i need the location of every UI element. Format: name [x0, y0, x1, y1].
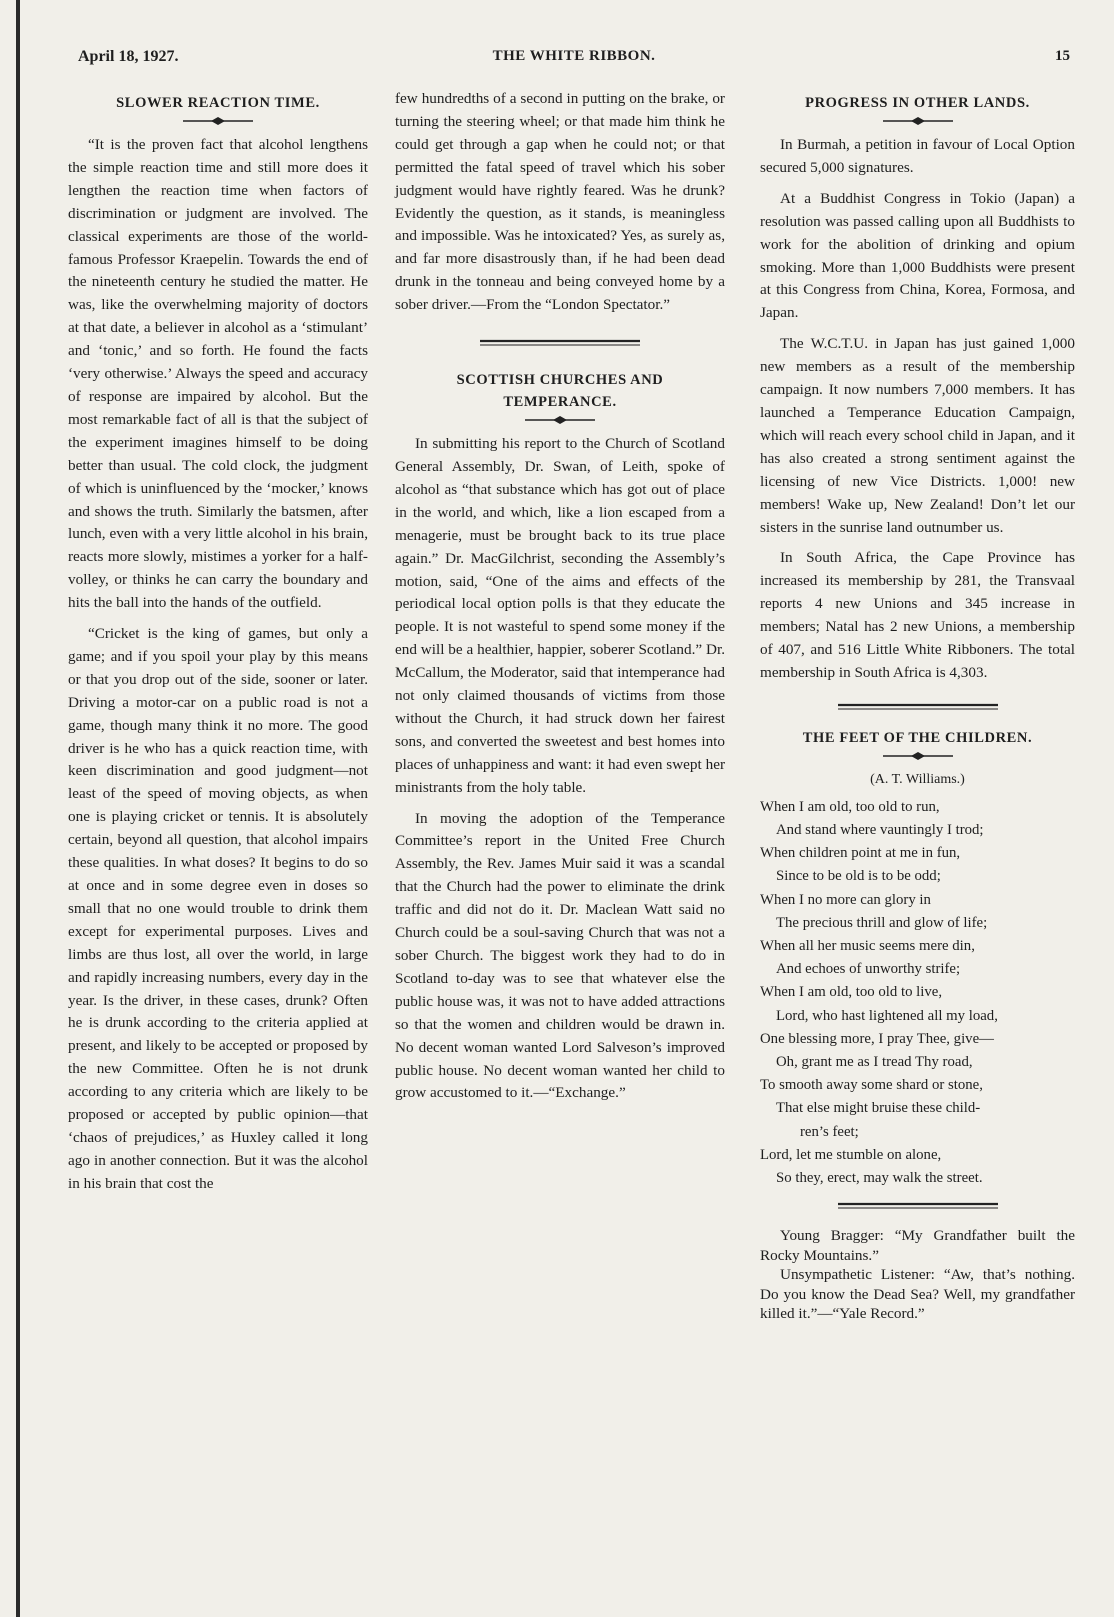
poem-line: To smooth away some shard or stone, — [760, 1077, 983, 1094]
article-paragraph: The W.C.T.U. in Japan has just gained 1,000 new members as a result of the membership campaign. It now numbers 7,000 members. It has launched a Temperance Education Campaign, which will reach every school child in Japan, and it has also created a strong sentiment against the licensing of new Vice Districts. 1,000! new members! Wake up, New Zealand! Don’t let our sisters in the sunrise land outnumber us. — [760, 335, 1075, 536]
poem-body — [760, 796, 1075, 1190]
joke-line: Young Bragger: “My Grandfather built the Rocky Mountains.” — [760, 1227, 1075, 1264]
article-title-slower-reaction: SLOWER REACTION TIME. — [116, 95, 320, 111]
poem-title: THE FEET OF THE CHILDREN. — [802, 729, 1033, 746]
poem-line: Since to be old is to be odd; — [776, 868, 941, 885]
issue-date: April 18, 1927. — [78, 48, 179, 65]
poem-line: One blessing more, I pray Thee, give— — [760, 1030, 994, 1047]
article-paragraph: At a Buddhist Congress in Tokio (Japan) a resolution was passed calling upon all Buddhists to work for the abolition of drinking and opium smoking. More than 1,000 Buddhists were present at this Congress from China, Korea, Formosa, and Japan. — [760, 189, 1075, 322]
ornament-divider — [883, 751, 953, 761]
ornament-divider — [525, 415, 595, 425]
column-1 — [68, 88, 368, 1196]
poem-line: And echoes of unworthy strife; — [776, 961, 961, 978]
article-paragraph: In moving the adoption of the Temperance Committee’s report in the United Free Church Assembly, the Rev. James Muir said it was a scandal that the Church had the power to eliminate the drink traffic and did not do it. Dr. Maclean Watt said no Church could be a soul-saving Church that was not a sober Church. The biggest work they had to do in Scotland to-day was to see that whatever else the public house was, it was not to have added attractions so that the women and children would be drawn in. No decent woman wanted Lord Salveson’s improved public house. No decent woman wanted her child to grow accustomed to it.—“Exchange.” — [395, 809, 725, 1102]
section-double-rule — [838, 703, 998, 711]
poem-line: And stand where vauntingly I trod; — [776, 821, 984, 838]
article-paragraph: In Burmah, a petition in favour of Local Option secured 5,000 signatures. — [760, 136, 1075, 176]
poem-line: The precious thrill and glow of life; — [776, 914, 988, 931]
title-line: TEMPERANCE. — [503, 394, 617, 411]
page-header — [70, 44, 1078, 74]
title-line: SCOTTISH CHURCHES AND — [456, 372, 664, 389]
article-title-progress: PROGRESS IN OTHER LANDS. — [805, 95, 1030, 111]
page-edge-rule — [16, 0, 20, 1617]
article-paragraph: few hundredths of a second in putting on the brake, or turning the steering wheel; or that made him think he could get through a gap when he could not; or that permitted the fatal speed of travel which his sober judgment would have rightly feared. Was he drunk? Evidently the question, as it stands, is meaningless and impossible. Was he intoxicated? Yes, as surely as, and far more disastrously than, if he had been dead drunk in the tonneau and being conveyed home by a sober driver.—From the “London Spectator.” — [395, 90, 725, 314]
poem-line: When children point at me in fun, — [760, 845, 961, 862]
article-title-scottish-churches — [395, 369, 725, 413]
section-double-rule — [838, 1202, 998, 1210]
poem-line: That else might bruise these child- — [776, 1100, 981, 1117]
ornament-divider — [883, 116, 953, 126]
poem-line: ren’s feet; — [800, 1123, 859, 1140]
poem-line: When I am old, too old to live, — [760, 984, 943, 1001]
joke-block — [760, 1226, 1075, 1324]
poem-line: So they, erect, may walk the street. — [776, 1170, 983, 1186]
column-2 — [395, 88, 725, 1105]
article-paragraph: In South Africa, the Cape Province has increased its membership by 281, the Transvaal reports 4 new Unions and 345 increase in members; Natal has 2 new Unions, a membership of 407, and 516 Little White Ribboners. The total membership in South Africa is 4,303. — [760, 549, 1075, 681]
ornament-divider — [183, 116, 253, 126]
joke-line: Unsympathetic Listener: “Aw, that’s nothing. Do you know the Dead Sea? Well, my grandfather killed it.”—“Yale Record.” — [760, 1266, 1075, 1323]
poem-line: Lord, who hast lightened all my load, — [776, 1007, 998, 1024]
poem-line: Oh, grant me as I tread Thy road, — [776, 1053, 973, 1070]
column-3 — [760, 88, 1075, 1324]
poem-author: (A. T. Williams.) — [870, 771, 965, 787]
poem-line: Lord, let me stumble on alone, — [760, 1146, 942, 1163]
poem-line: When I no more can glory in — [760, 891, 931, 908]
poem-line: When I am old, too old to run, — [760, 798, 940, 815]
article-paragraph: In submitting his report to the Church of Scotland General Assembly, Dr. Swan, of Leith, spoke of alcohol as “that substance which has got out of place in the world, and which, like a lion escaped from a menagerie, must be brought back to its true place again.” Dr. MacGilchrist, seconding the Assembly’s motion, said, “One of the aims and effects of the periodical local option polls is that they educate the people. It is not wasteful to spend some money if the end will be a healthier, happier, soberer Scotland.” Dr. McCallum, the Moderator, said that intemperance had not only claimed thousands of victims from those without the Church, it had struck down her fairest sons, and converted the sweetest and best homes into places of unhappiness and want: it had even swept her ministrants from the holy table. — [395, 435, 725, 796]
paper-title: THE WHITE RIBBON. — [492, 48, 656, 64]
poem-line: When all her music seems mere din, — [760, 937, 975, 954]
page-number: 15 — [1055, 48, 1070, 64]
section-double-rule — [480, 339, 640, 347]
article-paragraph: “It is the proven fact that alcohol lengthens the simple reaction time and still more does it lengthen the reaction time when factors of discrimination or judgment are involved. The classical experiments are those of the world-famous Professor Kraepelin. Towards the end of the nineteenth century he studied the matter. He was, like the overwhelming majority of doctors at that date, a believer in alcohol as a ‘stimulant’ and ‘tonic,’ and so forth. He found the facts ‘very otherwise.’ Always the speed and accuracy of response are impaired by alcohol. But the most remarkable fact of all is that the subject of the experiment imagines himself to be doing better than usual. The cold clock, the judgment of which is uninfluenced by the ‘mocker,’ knows and shows the truth. Similarly the batsmen, after lunch, even with a very little alcohol in his brain, reacts more slowly, mistimes a yorker for a half-volley, or thinks he can carry the boundary and hits the ball into the hands of the outfield. — [68, 136, 368, 612]
article-paragraph: “Cricket is the king of games, but only a game; and if you spoil your play by this means or that you drop out of the side, sooner or later. Driving a motor-car on a public road is not a game, though many think it no more. The good driver is he who has a quick reaction time, with keen discrimination and good judgment—not least of the speed of moving objects, as when one is playing cricket or tennis. It is absolutely certain, beyond all question, that alcohol impairs these qualities. In what doses? It begins to do so at once and in some degree even in doses so small that no one would trouble to drink them except for experimental purposes. Lives and limbs are thus lost, all over the world, in large and rapidly increasing numbers, every day in the year. Is the driver, in these cases, drunk? Often he is drunk according to the criteria applied at present, and likely to be accepted or proposed by the new Committee. Often he is not drunk according to any criteria which are likely to be proposed or accepted by public opinion—that ‘chaos of prejudices,’ as Huxley called it long ago in another connection. But it was the alcohol in his brain that cost the — [68, 625, 368, 1192]
